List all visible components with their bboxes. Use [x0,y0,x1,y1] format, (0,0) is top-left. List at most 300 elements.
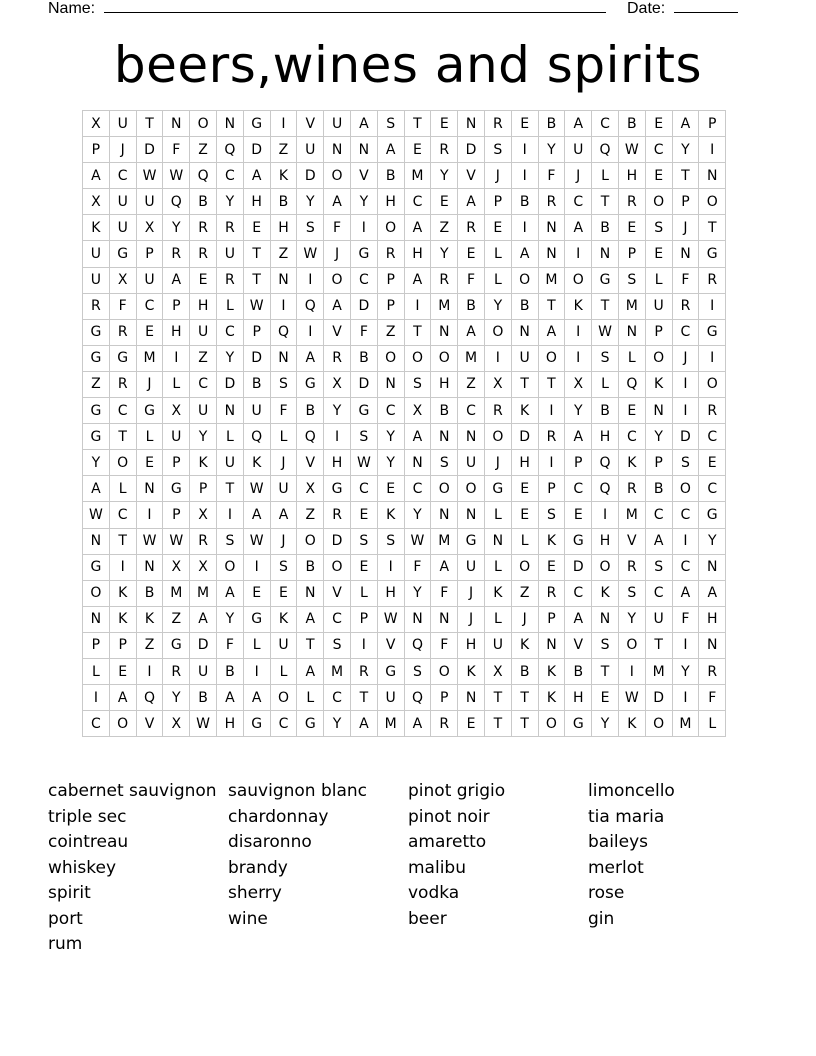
grid-cell: R [83,293,110,319]
grid-cell: G [565,528,592,554]
grid-cell: L [592,163,619,189]
grid-cell: Y [431,163,458,189]
grid-cell: D [190,632,217,658]
grid-cell: A [565,606,592,632]
grid-row [83,711,726,737]
grid-cell: C [109,398,136,424]
word-list-item: malibu [408,857,466,878]
grid-cell: M [431,293,458,319]
grid-cell: M [324,658,351,684]
word-list-item: baileys [588,832,649,852]
grid-cell: G [377,658,404,684]
grid-cell: O [645,189,672,215]
grid-cell: R [538,189,565,215]
grid-cell: A [216,580,243,606]
grid-cell: W [377,606,404,632]
grid-cell: C [645,580,672,606]
grid-cell: O [538,711,565,737]
grid-cell: Z [163,606,190,632]
grid-cell: C [565,476,592,502]
grid-cell: A [538,319,565,345]
word-list-item: spirit [48,883,91,903]
grid-cell: A [190,606,217,632]
grid-cell: R [699,267,726,293]
grid-cell: L [484,267,511,293]
grid-cell: M [618,293,645,319]
grid-row [83,267,726,293]
grid-cell: L [270,658,297,684]
grid-cell: A [404,215,431,241]
grid-cell: P [431,685,458,711]
grid-cell: U [190,319,217,345]
grid-cell: K [377,502,404,528]
grid-cell: U [297,137,324,163]
grid-cell: V [297,450,324,476]
grid-cell: P [645,450,672,476]
grid-cell: P [565,450,592,476]
word-list-item: amaretto [408,832,487,852]
grid-cell: D [350,293,377,319]
grid-cell: P [163,293,190,319]
grid-cell: Q [270,319,297,345]
grid-cell: O [511,267,538,293]
grid-cell: T [538,293,565,319]
grid-cell: I [699,293,726,319]
grid-cell: A [243,685,270,711]
grid-cell: N [297,580,324,606]
grid-cell: A [458,319,485,345]
grid-cell: N [216,398,243,424]
grid-cell: I [699,137,726,163]
grid-cell: E [511,111,538,137]
name-field [48,0,606,19]
grid-cell: C [404,189,431,215]
grid-cell: H [565,685,592,711]
grid-cell: A [377,137,404,163]
grid-cell: M [618,502,645,528]
grid-row [83,450,726,476]
grid-cell: C [136,293,163,319]
grid-cell: I [350,215,377,241]
grid-cell: K [645,371,672,397]
grid-cell: Q [136,685,163,711]
grid-cell: N [699,632,726,658]
grid-cell: I [136,502,163,528]
grid-cell: R [618,189,645,215]
grid-cell: G [350,398,377,424]
word-list-item: beer [408,908,447,929]
grid-cell: A [109,685,136,711]
grid-cell: C [83,711,110,737]
grid-cell: Y [324,711,351,737]
grid-cell: G [350,241,377,267]
grid-cell: E [350,554,377,580]
grid-cell: L [511,528,538,554]
grid-cell: H [190,293,217,319]
grid-cell: A [324,293,351,319]
word-list-item: sherry [228,883,282,903]
grid-cell: U [163,424,190,450]
grid-cell: U [324,111,351,137]
date-blank [674,0,738,13]
grid-cell: A [270,502,297,528]
grid-cell: G [297,711,324,737]
grid-cell: U [270,476,297,502]
grid-cell: G [484,476,511,502]
grid-cell: Y [350,189,377,215]
grid-cell: U [109,111,136,137]
grid-cell: J [136,371,163,397]
word-list-item: rose [588,883,625,903]
grid-cell: S [216,528,243,554]
grid-cell: K [458,658,485,684]
grid-cell: M [538,267,565,293]
grid-cell: R [109,371,136,397]
grid-cell: R [699,398,726,424]
grid-cell: F [270,398,297,424]
grid-cell: F [431,580,458,606]
grid-cell: S [404,658,431,684]
grid-cell: M [404,163,431,189]
grid-cell: O [592,554,619,580]
grid-cell: A [163,267,190,293]
grid-cell: O [699,189,726,215]
grid-cell: S [270,371,297,397]
grid-cell: C [645,502,672,528]
grid-cell: N [699,554,726,580]
grid-cell: K [565,293,592,319]
grid-cell: R [324,345,351,371]
grid-cell: P [484,189,511,215]
grid-cell: O [324,163,351,189]
grid-cell: Q [297,424,324,450]
grid-cell: E [243,580,270,606]
grid-cell: E [511,476,538,502]
grid-cell: K [136,606,163,632]
grid-cell: N [458,111,485,137]
grid-cell: Y [404,502,431,528]
page-title: beers,wines and spirits [113,36,703,94]
word-list-item: tia maria [588,806,665,827]
grid-cell: Y [672,137,699,163]
grid-cell: U [377,685,404,711]
grid-row [83,502,726,528]
grid-cell: G [324,476,351,502]
grid-cell: P [538,476,565,502]
grid-cell: T [109,528,136,554]
grid-cell: A [672,580,699,606]
grid-row [83,293,726,319]
grid-cell: O [297,528,324,554]
grid-cell: B [297,398,324,424]
grid-cell: J [565,163,592,189]
date-field [627,0,738,19]
grid-cell: O [618,632,645,658]
grid-cell: C [565,580,592,606]
grid-cell: O [109,450,136,476]
grid-row [83,580,726,606]
grid-cell: Q [404,632,431,658]
grid-cell: M [163,580,190,606]
grid-cell: I [538,398,565,424]
grid-cell: C [350,267,377,293]
word-list-item: triple sec [48,806,127,827]
grid-cell: W [163,163,190,189]
word-column-3 [408,779,588,932]
word-list-item: pinot noir [408,806,490,827]
word-list-item: brandy [228,857,288,878]
grid-cell: P [377,267,404,293]
grid-cell: U [136,189,163,215]
grid-cell: D [565,554,592,580]
grid-cell: E [458,241,485,267]
grid-cell: Q [297,293,324,319]
grid-cell: Y [592,711,619,737]
grid-cell: L [109,476,136,502]
grid-cell: U [645,606,672,632]
grid-cell: E [350,502,377,528]
grid-cell: O [645,345,672,371]
grid-cell: I [377,554,404,580]
grid-cell: I [109,554,136,580]
grid-cell: T [243,267,270,293]
grid-cell: C [565,189,592,215]
grid-cell: S [538,502,565,528]
grid-cell: K [484,580,511,606]
grid-cell: O [458,476,485,502]
grid-cell: E [511,502,538,528]
grid-cell: P [377,293,404,319]
grid-cell: E [645,111,672,137]
grid-cell: B [538,111,565,137]
grid-cell: K [538,658,565,684]
grid-cell: K [592,580,619,606]
grid-cell: Z [83,371,110,397]
grid-cell: E [404,137,431,163]
grid-cell: Y [377,424,404,450]
grid-cell: R [163,658,190,684]
grid-cell: Y [645,424,672,450]
grid-cell: I [565,241,592,267]
grid-cell: U [645,293,672,319]
grid-cell: T [216,476,243,502]
grid-cell: O [672,476,699,502]
grid-cell: W [243,476,270,502]
grid-cell: N [458,502,485,528]
grid-cell: P [163,450,190,476]
grid-cell: I [618,658,645,684]
grid-cell: B [136,580,163,606]
grid-cell: S [645,215,672,241]
grid-cell: C [672,502,699,528]
grid-cell: F [109,293,136,319]
grid-cell: U [109,215,136,241]
grid-cell: B [645,476,672,502]
grid-cell: J [270,528,297,554]
grid-cell: J [672,215,699,241]
word-column-1 [48,779,228,958]
grid-cell: F [324,215,351,241]
grid-cell: Q [216,137,243,163]
grid-cell: W [297,241,324,267]
grid-cell: B [565,658,592,684]
grid-cell: P [109,632,136,658]
grid-cell: Y [163,685,190,711]
grid-cell: I [672,398,699,424]
grid-cell: H [270,215,297,241]
grid-cell: R [350,658,377,684]
name-blank [104,0,606,13]
grid-cell: G [243,711,270,737]
grid-cell: G [592,267,619,293]
grid-cell: M [431,528,458,554]
grid-cell: N [458,685,485,711]
grid-cell: Y [163,215,190,241]
word-list-item: merlot [588,857,644,878]
grid-cell: U [565,137,592,163]
grid-cell: O [565,267,592,293]
grid-cell: O [404,345,431,371]
grid-cell: P [163,502,190,528]
grid-cell: J [672,345,699,371]
grid-cell: K [618,450,645,476]
grid-cell: A [83,163,110,189]
grid-cell: J [511,606,538,632]
grid-cell: N [431,606,458,632]
grid-cell: B [592,215,619,241]
grid-cell: C [109,502,136,528]
grid-cell: T [511,685,538,711]
grid-cell: S [350,528,377,554]
grid-row [83,476,726,502]
grid-cell: B [243,371,270,397]
grid-cell: M [458,345,485,371]
grid-row [83,685,726,711]
grid-cell: T [699,215,726,241]
grid-cell: M [672,711,699,737]
grid-cell: W [190,711,217,737]
grid-cell: N [592,606,619,632]
grid-cell: K [270,606,297,632]
grid-cell: K [511,398,538,424]
grid-cell: P [350,606,377,632]
grid-row [83,215,726,241]
grid-cell: K [83,215,110,241]
grid-cell: F [538,163,565,189]
grid-cell: R [431,267,458,293]
grid-cell: R [699,658,726,684]
grid-cell: P [645,319,672,345]
grid-cell: H [324,450,351,476]
grid-cell: B [431,398,458,424]
grid-cell: E [618,398,645,424]
grid-cell: R [216,215,243,241]
word-search-grid [82,110,726,737]
grid-cell: C [672,554,699,580]
grid-cell: P [190,476,217,502]
grid-cell: O [699,371,726,397]
grid-cell: C [458,398,485,424]
grid-cell: T [592,293,619,319]
grid-cell: R [109,319,136,345]
grid-cell: S [377,111,404,137]
grid-cell: R [484,398,511,424]
grid-cell: H [431,371,458,397]
grid-cell: A [565,215,592,241]
grid-cell: I [672,528,699,554]
grid-cell: S [592,345,619,371]
grid-cell: C [324,685,351,711]
grid-cell: W [136,163,163,189]
grid-row [83,137,726,163]
grid-cell: T [538,371,565,397]
grid-cell: E [431,111,458,137]
grid-cell: A [458,189,485,215]
grid-cell: X [484,371,511,397]
grid-cell: K [538,685,565,711]
grid-cell: Y [538,137,565,163]
grid-cell: R [190,528,217,554]
grid-cell: D [458,137,485,163]
grid-cell: R [458,215,485,241]
grid-cell: D [216,371,243,397]
grid-cell: E [458,711,485,737]
grid-cell: D [136,137,163,163]
grid-cell: X [83,189,110,215]
grid-cell: E [645,241,672,267]
grid-cell: Y [216,189,243,215]
grid-cell: N [484,528,511,554]
grid-cell: T [297,632,324,658]
grid-cell: E [136,319,163,345]
grid-cell: I [163,345,190,371]
grid-cell: R [190,241,217,267]
grid-cell: P [538,606,565,632]
grid-cell: U [190,658,217,684]
grid-cell: W [618,137,645,163]
grid-cell: P [83,137,110,163]
word-list-item: cabernet sauvignon [48,781,217,801]
grid-cell: K [109,606,136,632]
grid-cell: E [538,554,565,580]
grid-cell: A [511,241,538,267]
grid-cell: T [511,371,538,397]
grid-cell: A [565,424,592,450]
grid-cell: W [243,528,270,554]
grid-cell: O [270,685,297,711]
grid-cell: D [350,371,377,397]
grid-cell: N [136,476,163,502]
grid-cell: L [243,632,270,658]
grid-cell: N [431,319,458,345]
grid-row [83,371,726,397]
grid-cell: A [699,580,726,606]
grid-cell: Y [297,189,324,215]
grid-cell: R [484,111,511,137]
grid-cell: P [83,632,110,658]
grid-cell: N [592,241,619,267]
grid-cell: C [216,163,243,189]
grid-cell: T [484,685,511,711]
grid-cell: C [592,111,619,137]
grid-cell: S [592,632,619,658]
grid-cell: H [163,319,190,345]
grid-cell: X [565,371,592,397]
grid-cell: U [216,450,243,476]
grid-cell: B [190,189,217,215]
grid-cell: N [350,137,377,163]
grid-cell: D [297,163,324,189]
